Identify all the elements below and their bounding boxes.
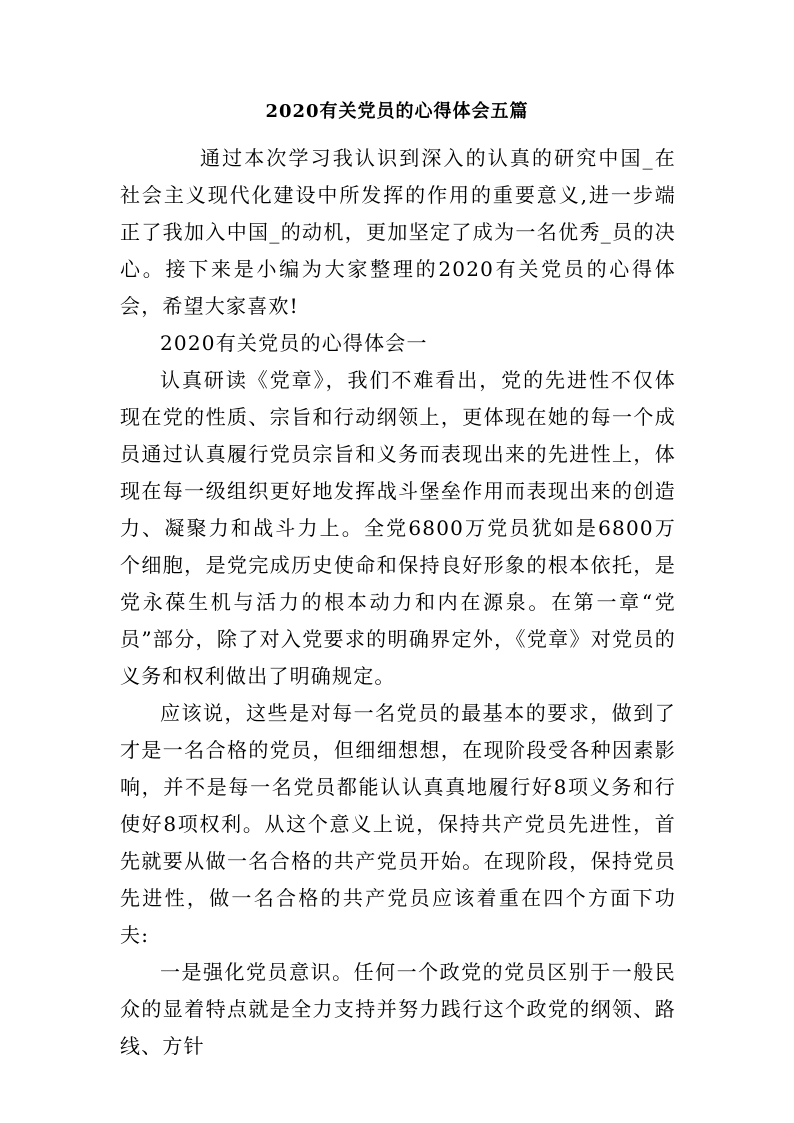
body-paragraph: 一是强化党员意识。任何一个政党的党员区别于一般民众的显着特点就是全力支持并努力践行这个政党的纲领、路线、方针 <box>120 960 676 1058</box>
document-body <box>120 140 676 1065</box>
body-paragraph: 认真研读《党章》，我们不难看出，党的先进性不仅体现在党的性质、宗旨和行动纲领上，更体现在她的每一个成员通过认真履行党员宗旨和义务而表现出来的先进性上，体现在每一级组织更好地发挥战斗堡垒作用而表现出来的创造力、凝聚力和战斗力上。全党6800万党员犹如是6800万个细胞，是党完成历史使命和保持良好形象的根本依托，是党永葆生机与活力的根本动力和内在源泉。在第一章“党员”部分，除了对入党要求的明确界定外，《党章》对党员的义务和权利做出了明确规定。 <box>120 368 676 688</box>
section-heading: 2020有关党员的心得体会一 <box>160 331 428 355</box>
document-title: 2020有关党员的心得体会五篇 <box>265 101 529 122</box>
intro-paragraph: 通过本次学习我认识到深入的认真的研究中国_在社会主义现代化建设中所发挥的作用的重要意义,进一步端正了我加入中国_的动机，更加坚定了成为一名优秀_员的决心。接下来是小编为大家整理的2020有关党员的心得体会，希望大家喜欢! <box>120 146 676 318</box>
body-paragraph: 应该说，这些是对每一名党员的最基本的要求，做到了才是一名合格的党员，但细细想想，在现阶段受各种因素影响，并不是每一名党员都能认认真真地履行好8项义务和行使好8项权利。从这个意义上说，保持共产党员先进性，首先就要从做一名合格的共产党员开始。在现阶段，保持党员先进性，做一名合格的共产党员应该着重在四个方面下功夫: <box>120 701 676 947</box>
